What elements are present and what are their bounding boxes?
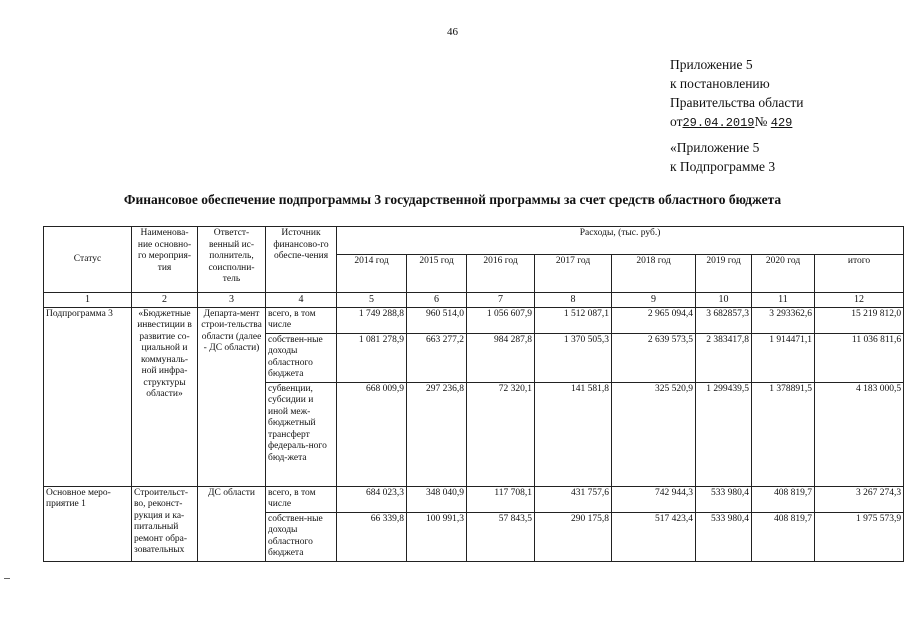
value-cell: 297 236,8 (407, 382, 467, 486)
header-executor: Ответст-венный ис-полнитель, соисполни-тель (198, 227, 266, 293)
value-cell: 2 965 094,4 (612, 307, 696, 333)
value-cell: 431 757,6 (535, 486, 612, 512)
appendix-block (670, 55, 803, 133)
page-number: 46 (447, 26, 458, 38)
resolution-date: 29.04.2019 (682, 116, 755, 130)
table-row (44, 486, 904, 512)
row-status: Основное меро-приятие 1 (44, 486, 132, 561)
column-number: 2 (132, 293, 198, 308)
value-cell: 57 843,5 (467, 512, 535, 561)
column-number: 1 (44, 293, 132, 308)
value-cell: 3 267 274,3 (815, 486, 904, 512)
value-cell: 1 749 288,8 (337, 307, 407, 333)
row-source: собствен-ные доходы областного бюджета (266, 333, 337, 382)
value-cell: 11 036 811,6 (815, 333, 904, 382)
value-cell: 117 708,1 (467, 486, 535, 512)
header-year: 2020 год (752, 255, 815, 293)
column-number: 8 (535, 293, 612, 308)
header-year: 2015 год (407, 255, 467, 293)
finance-table (43, 226, 904, 562)
header-year: 2016 год (467, 255, 535, 293)
value-cell: 141 581,8 (535, 382, 612, 486)
header-row-1 (44, 227, 904, 255)
table-row (44, 307, 904, 333)
header-year: 2017 год (535, 255, 612, 293)
value-cell: 517 423,4 (612, 512, 696, 561)
value-cell: 1 914471,1 (752, 333, 815, 382)
value-cell: 2 383417,8 (696, 333, 752, 382)
header-year: 2018 год (612, 255, 696, 293)
value-cell: 533 980,4 (696, 486, 752, 512)
row-executor: Департа-мент строи-тельства области (далее - ДС области) (198, 307, 266, 486)
document-title: Финансовое обеспечение подпрограммы 3 государственной программы за счет средств областного бюджета (123, 192, 782, 207)
column-number: 7 (467, 293, 535, 308)
row-executor: ДС области (198, 486, 266, 561)
value-cell: 3 293362,6 (752, 307, 815, 333)
column-number: 6 (407, 293, 467, 308)
column-number: 9 (612, 293, 696, 308)
value-cell: 290 175,8 (535, 512, 612, 561)
value-cell: 1 512 087,1 (535, 307, 612, 333)
column-number: 11 (752, 293, 815, 308)
appendix-line-3: Правительства области (670, 95, 804, 110)
value-cell: 2 639 573,5 (612, 333, 696, 382)
resolution-number: 429 (770, 116, 793, 130)
appendix-date-line (670, 112, 803, 133)
header-source: Источник финансово-го обеспе-чения (266, 227, 337, 293)
appendix-line-2: к постановлению (670, 76, 770, 91)
value-cell: 72 320,1 (467, 382, 535, 486)
header-expenses: Расходы, (тыс. руб.) (337, 227, 904, 255)
header-status: Статус (44, 227, 132, 293)
value-cell: 408 819,7 (752, 512, 815, 561)
header-total: итого (815, 255, 904, 293)
row-name: Строительст-во, реконст-рукция и ка-питальный ремонт обра-зовательных (132, 486, 198, 561)
appendix2-line-2: к Подпрограмме 3 (670, 159, 776, 174)
row-source: всего, в том числе (266, 486, 337, 512)
value-cell: 668 009,9 (337, 382, 407, 486)
value-cell: 984 287,8 (467, 333, 535, 382)
scan-margin-mark (4, 578, 10, 579)
value-cell: 3 682857,3 (696, 307, 752, 333)
column-number-row (44, 293, 904, 308)
row-source: собствен-ные доходы областного бюджета (266, 512, 337, 561)
column-number: 5 (337, 293, 407, 308)
value-cell: 1 299439,5 (696, 382, 752, 486)
header-name: Наименова-ние основно-го мероприя-тия (132, 227, 198, 293)
appendix2-line-1: «Приложение 5 (670, 140, 760, 155)
value-cell: 408 819,7 (752, 486, 815, 512)
value-cell: 325 520,9 (612, 382, 696, 486)
value-cell: 4 183 000,5 (815, 382, 904, 486)
value-cell: 15 219 812,0 (815, 307, 904, 333)
header-year: 2019 год (696, 255, 752, 293)
column-number: 10 (696, 293, 752, 308)
row-name: «Бюджетные инвестиции в развитие со-циальной и коммуналь-ной инфра-структуры области» (132, 307, 198, 486)
value-cell: 663 277,2 (407, 333, 467, 382)
header-year: 2014 год (337, 255, 407, 293)
value-cell: 960 514,0 (407, 307, 467, 333)
row-source: субвенции, субсидии и иной меж-бюджетный трансферт федераль-ного бюд-жета (266, 382, 337, 486)
value-cell: 1 975 573,9 (815, 512, 904, 561)
value-cell: 684 023,3 (337, 486, 407, 512)
row-status: Подпрограмма 3 (44, 307, 132, 486)
column-number: 4 (266, 293, 337, 308)
value-cell: 1 081 278,9 (337, 333, 407, 382)
number-sign: № (754, 114, 768, 129)
appendix-line-1: Приложение 5 (670, 57, 753, 72)
value-cell: 66 339,8 (337, 512, 407, 561)
value-cell: 1 378891,5 (752, 382, 815, 486)
value-cell: 533 980,4 (696, 512, 752, 561)
appendix-subprogram-block (670, 138, 775, 176)
column-number: 12 (815, 293, 904, 308)
value-cell: 1 056 607,9 (467, 307, 535, 333)
row-source: всего, в том числе (266, 307, 337, 333)
value-cell: 100 991,3 (407, 512, 467, 561)
value-cell: 1 370 505,3 (535, 333, 612, 382)
column-number: 3 (198, 293, 266, 308)
value-cell: 742 944,3 (612, 486, 696, 512)
value-cell: 348 040,9 (407, 486, 467, 512)
date-prefix: от (670, 114, 683, 129)
